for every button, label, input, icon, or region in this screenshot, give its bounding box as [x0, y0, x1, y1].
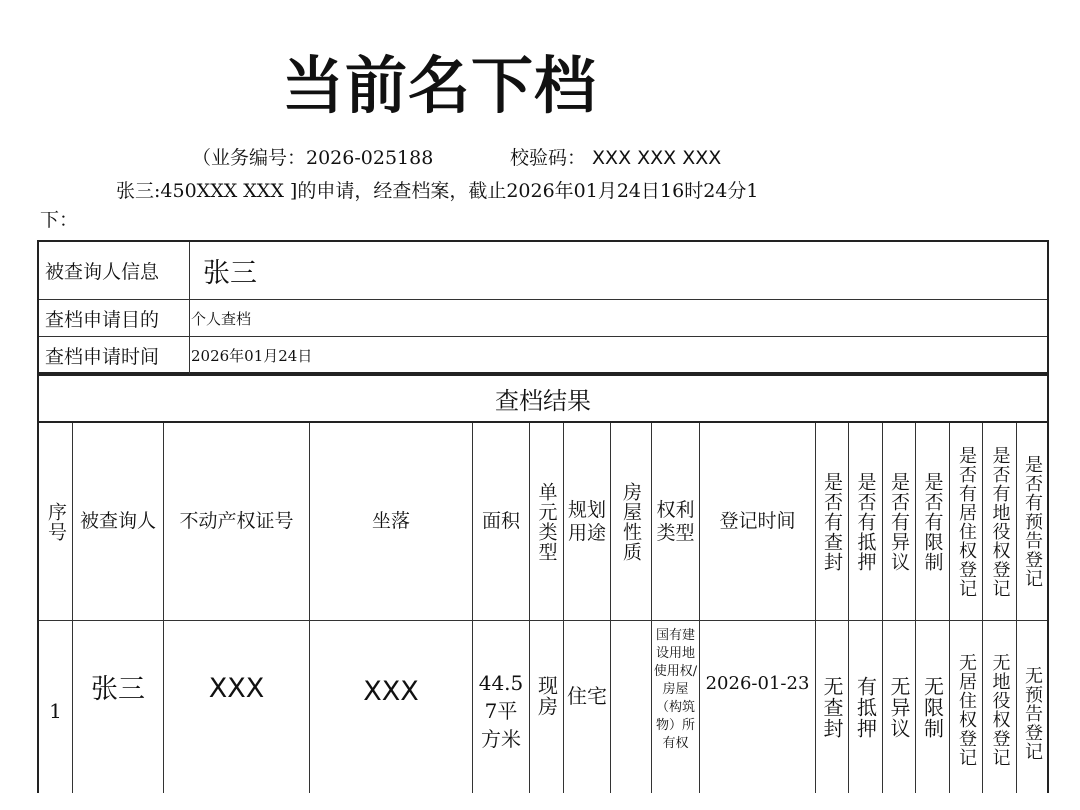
header-usage: [564, 423, 610, 620]
row-person: 张三: [91, 673, 145, 705]
header-right-type: [652, 423, 699, 620]
header-unit-type: [530, 423, 563, 620]
row-residence-value: 无居住权登记: [956, 653, 977, 767]
header-restriction-label: 是否有限制: [921, 471, 944, 572]
info-row-person: [39, 242, 1047, 300]
row-advance-value: 无预告登记: [1022, 665, 1043, 761]
header-mortgage: [849, 423, 882, 620]
row-restriction: [916, 621, 949, 793]
header-objection-label: 是否有异议: [888, 471, 910, 572]
row-objection-value: 无异议: [887, 675, 911, 739]
info-value: 个人查档: [191, 309, 252, 328]
row-easement: [983, 621, 1016, 793]
row-area-value: 44.57平方米: [478, 671, 524, 751]
statement-continuation: 下：: [40, 209, 79, 231]
verification-code: 校验码： XXX XXX XXX: [510, 147, 722, 169]
header-reg-time: 登记时间: [719, 510, 796, 532]
info-label: 查档申请目的: [39, 300, 190, 336]
header-advance: [1017, 423, 1047, 620]
applicant-info-table: [37, 240, 1049, 374]
header-advance-label: 是否有预告登记: [1022, 455, 1043, 588]
header-mortgage-label: 是否有抵押: [854, 471, 877, 572]
header-easement-label: 是否有地役权登记: [989, 445, 1011, 598]
header-restriction: [916, 423, 949, 620]
row-advance: [1017, 621, 1047, 793]
header-unit-type-label: 单元类型: [535, 481, 558, 562]
document-title: 当前名下档: [282, 49, 598, 122]
row-usage-value: 住宅: [567, 684, 607, 708]
info-value: 2026年01月24日: [191, 347, 313, 365]
header-residence: [950, 423, 982, 620]
header-nature-label: 房屋性质: [620, 481, 642, 562]
header-residence-label: 是否有居住权登记: [956, 445, 977, 598]
row-objection: [883, 621, 915, 793]
business-number: （业务编号：2026-025188: [192, 147, 434, 169]
info-label: 被查询人信息: [39, 242, 190, 299]
row-nature: [611, 621, 651, 771]
info-value: 张三: [203, 258, 257, 289]
header-cert: 不动产权证号: [179, 510, 294, 532]
row-mortgage: [849, 621, 882, 793]
row-seized-value: 无查封: [820, 675, 844, 739]
row-reg-time: 2026-01-23: [705, 672, 810, 694]
header-easement: [983, 423, 1016, 620]
header-right-type-label: 权利类型: [656, 498, 695, 544]
row-right-type-value: 国有建设用地使用权/房屋（构筑物）所有权: [653, 628, 698, 751]
row-unit-type: [530, 621, 563, 771]
row-restriction-value: 无限制: [920, 675, 945, 739]
row-seized: [816, 621, 848, 793]
row-location: XXX: [363, 675, 419, 707]
row-unit-type-value: 现房: [534, 675, 559, 717]
header-location: 坐落: [371, 510, 410, 532]
row-usage: [564, 621, 610, 771]
header-seq-label: 序号: [45, 501, 67, 542]
header-seized-label: 是否有查封: [821, 471, 843, 572]
header-usage-label: 规划用途: [567, 498, 606, 544]
info-label: 查档申请时间: [39, 337, 190, 374]
row-residence: [950, 621, 982, 793]
row-mortgage-value: 有抵押: [853, 675, 878, 739]
header-seized: [816, 423, 848, 620]
header-person: 被查询人: [79, 510, 156, 532]
application-statement: 张三:450XXX XXX ]的申请，经查档案，截止2026年01月24日16时24分1: [116, 180, 759, 202]
row-cert: XXX: [208, 673, 265, 704]
header-area: 面积: [481, 510, 520, 532]
info-row-purpose: [39, 300, 1047, 337]
info-row-time: [39, 337, 1047, 374]
result-heading: 查档结果: [37, 374, 1049, 423]
header-nature: [611, 423, 651, 620]
header-seq: [39, 423, 72, 620]
row-right-type: [652, 621, 699, 793]
result-table: [37, 423, 1049, 793]
row-area: [473, 621, 529, 801]
row-seq: 1: [49, 699, 62, 723]
row-easement-value: 无地役权登记: [989, 653, 1011, 767]
header-objection: [883, 423, 915, 620]
